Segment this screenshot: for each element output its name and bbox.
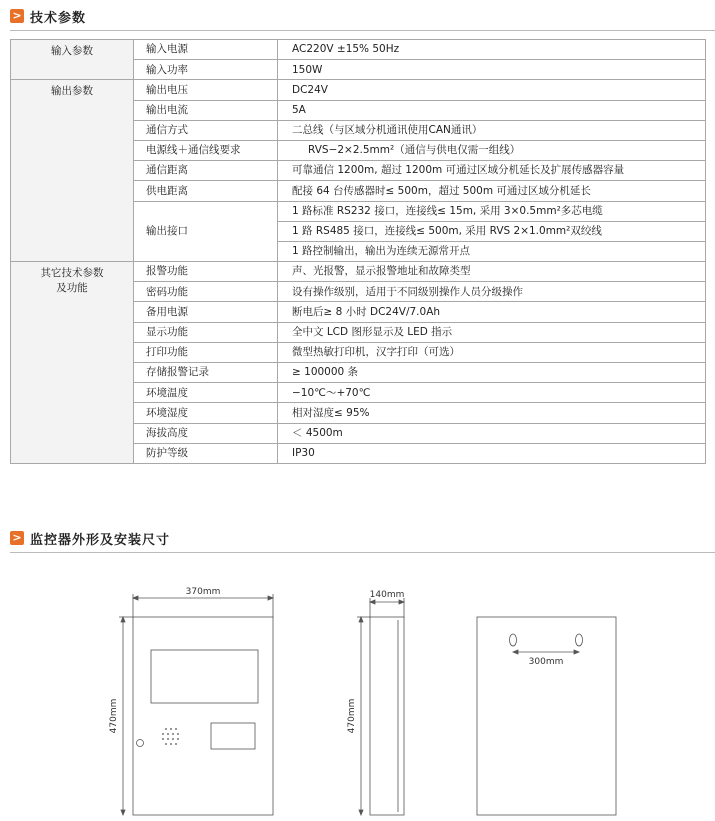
param-value: ＜ 4500m bbox=[278, 423, 706, 443]
mount-spacing-label: 300mm bbox=[528, 657, 564, 667]
side-depth-label: 140mm bbox=[369, 590, 405, 600]
param-name: 输出接口 bbox=[134, 201, 278, 262]
param-name: 输出电流 bbox=[134, 100, 278, 120]
spec-table bbox=[10, 39, 706, 464]
group-label: 其它技术参数 及功能 bbox=[11, 262, 134, 464]
param-name: 通信距离 bbox=[134, 161, 278, 181]
param-name: 输入功率 bbox=[134, 60, 278, 80]
param-name: 海拔高度 bbox=[134, 423, 278, 443]
param-name: 报警功能 bbox=[134, 262, 278, 282]
param-value: 1 路标准 RS232 接口，连接线≤ 15m, 采用 3×0.5mm²多芯电缆 bbox=[278, 201, 706, 221]
param-value: 配接 64 台传感器时≤ 500m，超过 500m 可通过区域分机延长 bbox=[278, 181, 706, 201]
param-value: 设有操作级别，适用于不同级别操作人员分级操作 bbox=[278, 282, 706, 302]
side-height-label: 470mm bbox=[347, 698, 357, 734]
param-value: AC220V ±15% 50Hz bbox=[278, 40, 706, 60]
param-name: 供电距离 bbox=[134, 181, 278, 201]
group-label: 输出参数 bbox=[11, 80, 134, 262]
param-value: 二总线（与区域分机通讯使用CAN通讯） bbox=[278, 120, 706, 140]
param-value: 断电后≥ 8 小时 DC24V/7.0Ah bbox=[278, 302, 706, 322]
param-name: 防护等级 bbox=[134, 443, 278, 463]
param-value: 5A bbox=[278, 100, 706, 120]
dimension-drawing bbox=[0, 580, 715, 821]
param-name: 通信方式 bbox=[134, 120, 278, 140]
section-title: 技术参数 bbox=[30, 10, 87, 26]
param-name: 备用电源 bbox=[134, 302, 278, 322]
side-view bbox=[357, 598, 404, 815]
param-value: 150W bbox=[278, 60, 706, 80]
param-value: ≥ 100000 条 bbox=[278, 363, 706, 383]
chevron-right-icon: > bbox=[10, 9, 24, 23]
param-name: 打印功能 bbox=[134, 342, 278, 362]
param-name: 环境湿度 bbox=[134, 403, 278, 423]
group-label: 输入参数 bbox=[11, 40, 134, 80]
speaker-grille-icon bbox=[162, 728, 179, 745]
param-value: 1 路 RS485 接口，连接线≤ 500m, 采用 RVS 2×1.0mm²双绞线 bbox=[278, 221, 706, 241]
chevron-right-icon: > bbox=[10, 531, 24, 545]
param-value: −10℃～+70℃ bbox=[278, 383, 706, 403]
param-value: 全中文 LCD 图形显示及 LED 指示 bbox=[278, 322, 706, 342]
param-value: 相对湿度≤ 95% bbox=[278, 403, 706, 423]
param-name: 显示功能 bbox=[134, 322, 278, 342]
section-header-tech-params bbox=[10, 4, 715, 28]
front-height-label: 470mm bbox=[109, 698, 119, 734]
table-row bbox=[11, 80, 706, 100]
section-divider bbox=[10, 30, 715, 31]
param-value: IP30 bbox=[278, 443, 706, 463]
param-name: 存储报警记录 bbox=[134, 363, 278, 383]
param-value: 可靠通信 1200m, 超过 1200m 可通过区域分机延长及扩展传感器容量 bbox=[278, 161, 706, 181]
front-view bbox=[119, 594, 273, 815]
section-title: 监控器外形及安装尺寸 bbox=[30, 532, 171, 548]
param-name: 输入电源 bbox=[134, 40, 278, 60]
param-value: 1 路控制输出，输出为连续无源常开点 bbox=[278, 241, 706, 261]
param-name: 密码功能 bbox=[134, 282, 278, 302]
param-name: 输出电压 bbox=[134, 80, 278, 100]
param-value: RVS−2×2.5mm²（通信与供电仅需一组线） bbox=[278, 140, 706, 160]
table-row bbox=[11, 262, 706, 282]
section-header-dimensions bbox=[10, 526, 715, 550]
param-value: 微型热敏打印机，汉字打印（可选） bbox=[278, 342, 706, 362]
table-row bbox=[11, 40, 706, 60]
param-value: DC24V bbox=[278, 80, 706, 100]
param-name: 电源线＋通信线要求 bbox=[134, 140, 278, 160]
back-view bbox=[477, 617, 616, 815]
section-divider bbox=[10, 552, 715, 553]
param-value: 声、光报警，显示报警地址和故障类型 bbox=[278, 262, 706, 282]
front-width-label: 370mm bbox=[185, 587, 221, 597]
param-name: 环境温度 bbox=[134, 383, 278, 403]
